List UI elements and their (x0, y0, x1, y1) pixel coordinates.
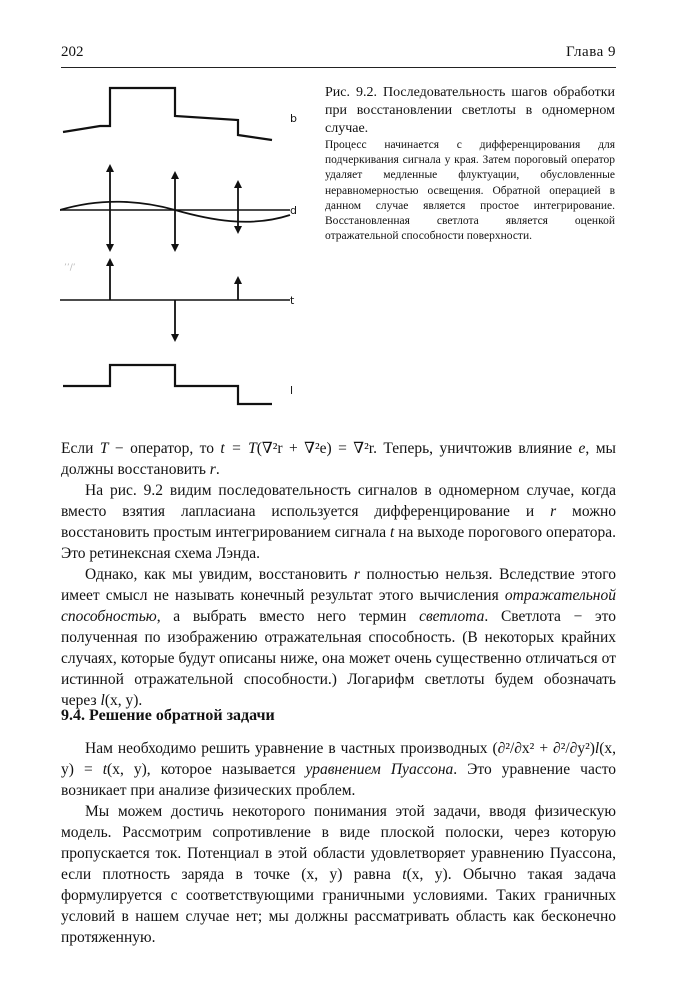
body-block-1 (61, 438, 616, 711)
caption-title-text: Рис. 9.2. Последовательность шагов обработки при восстановлении светлоты в одномерном случае. (325, 85, 615, 136)
paragraph-4: Нам необходимо решить уравнение в частных производных (∂²/∂x² + ∂²/∂y²)l(x, y) = t(x, y), которое называется уравнением Пуассона. Это уравнение часто возникает при анализе физических проблем. (61, 740, 617, 799)
header-rule (61, 67, 616, 68)
label-d: d (290, 204, 297, 217)
figure-caption-body (325, 138, 615, 244)
paragraph-5: Мы можем достичь некоторого понимания этой задачи, вводя физическую модель. Рассмотрим сопротивление в виде плоской полоски, через которую пропускается ток. Потенциал в этой области удовлетворяет уравнению Пуассона, если плотность заряда в точке (x, y) равна t(x, y). Обычно такая задача формулируется с соответствующими граничными условиями. Таких граничных условий в нашем случае нет; мы должны рассматривать область как бесконечно протяженную. (61, 803, 617, 946)
figure-9-2 (60, 80, 310, 420)
signal-b (63, 88, 272, 140)
page-number: 202 (61, 44, 84, 60)
caption-body-text: Процесс начинается с дифференцирования для подчеркивания сигнала у края. Затем пороговый оператор удаляет медленные флуктуации, обусловленные неравномерностью освещения. Обратной операцией в данном случае является простое интегрирование. Восстановленная светлота является оценкой отражательной способности поверхности. (325, 139, 615, 243)
paragraph-2: На рис. 9.2 видим последовательность сигналов в одномерном случае, когда вместо взятия лапласиана используется дифференцирование и r можно восстановить простым интегрированием сигнала t на выходе порогового оператора. Это ретинексная схема Лэнда. (61, 482, 616, 562)
section-heading: 9.4. Решение обратной задачи (61, 707, 275, 724)
label-t: t (290, 294, 295, 307)
figure-caption-title (325, 84, 615, 138)
signal-l (63, 365, 272, 404)
page-header (61, 44, 616, 66)
label-l: l (290, 384, 294, 397)
body-block-2 (61, 738, 616, 948)
paragraph-1: Если T − оператор, то t = T(∇²r + ∇²e) = ∇²r. Теперь, уничтожив влияние e, мы должны восстановить r. (61, 440, 616, 478)
label-b: b (290, 112, 297, 125)
faint-mark: ’’/’ (64, 263, 76, 273)
paragraph-3: Однако, как мы увидим, восстановить r полностью нельзя. Вследствие этого имеет смысл не называть конечный результат этого вычисления отражательной способностью, а выбрать вместо него термин светлота. Светлота − это полученная по изображению отражательная способность. (В некоторых крайних случаях, которые будут описаны ниже, она может очень существенно отличаться от истинной отражательной способности.) Логарифм светлоты будем обозначать через l(x, y). (61, 566, 616, 709)
chapter-label: Глава 9 (566, 44, 616, 60)
